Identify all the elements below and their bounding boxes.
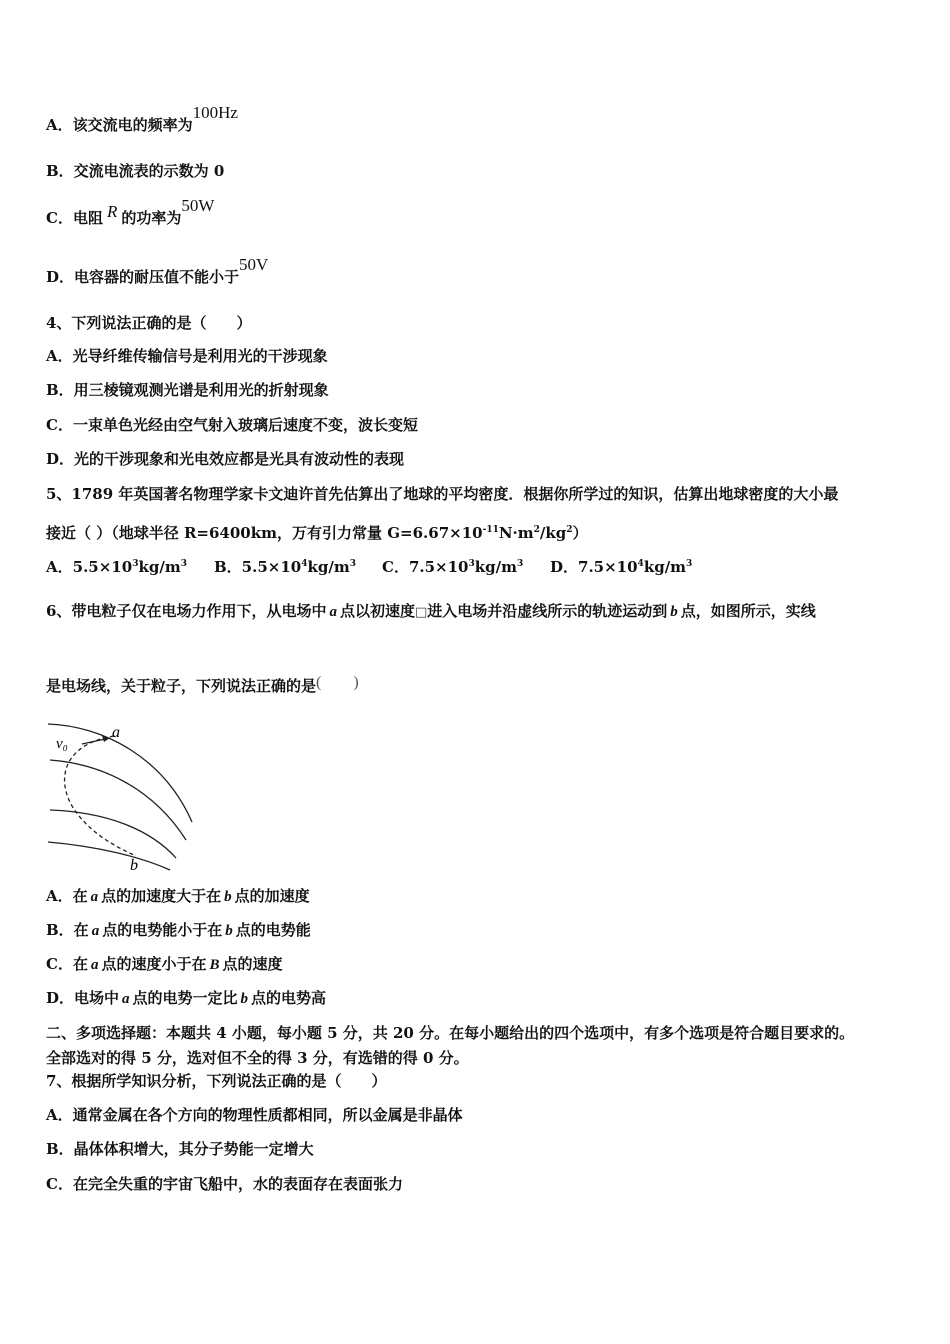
- label-a: a: [112, 724, 120, 741]
- q6-d-v2: b: [240, 991, 249, 1007]
- q6-stem-a: 6、带电粒子仅在电场力作用下，从电场中: [46, 602, 327, 620]
- q4-stem: 4、下列说法正确的是（ ）: [46, 314, 252, 332]
- q6-b-v1: a: [91, 923, 100, 939]
- q6-option-d: [46, 988, 326, 1009]
- q6-stem-line2: [46, 676, 359, 697]
- q5-exp-g: -11: [482, 525, 499, 535]
- particle-trajectory: [65, 736, 136, 856]
- q6-d-v1: a: [122, 991, 130, 1007]
- q4-option-d: D．光的干涉现象和光电效应都是光具有波动性的表现: [46, 450, 405, 468]
- field-line-4: [48, 842, 170, 870]
- q6-b-p1: B．在: [46, 921, 89, 939]
- section2-header-line2: 全部选对的得 5 分，选对但不全的得 3 分，有选错的得 0 分。: [46, 1049, 469, 1067]
- q6-answer-paren: ( ): [316, 674, 359, 691]
- q6-a-p3: 点的加速度: [234, 887, 310, 905]
- q6-b-p2: 点的电势能小于在: [102, 921, 223, 939]
- q6-point-a: a: [329, 604, 337, 620]
- initial-velocity-glyph: □: [414, 605, 428, 620]
- q6-point-b: b: [670, 604, 678, 620]
- q6-option-a: [46, 886, 310, 907]
- q6-stem-c: 进入电场并沿虚线所示的轨迹运动到: [427, 602, 668, 620]
- q6-c-p1: C．在: [46, 955, 88, 973]
- q5-option-b-unit-exp: 3: [349, 559, 356, 569]
- resistor-symbol: R: [106, 202, 118, 221]
- q5-exp-m: 2: [533, 525, 540, 535]
- q6-d-p1: D．电场中: [46, 989, 120, 1007]
- label-v0: v₀: [56, 736, 68, 752]
- q5-option-c-base: C．7.5×10: [382, 558, 469, 576]
- q5-option-c: [382, 554, 550, 577]
- q3-option-d: [46, 255, 269, 287]
- q5-stem-text-a: 接近（ ）（地球半径 R=6400km，万有引力常量 G=6.67×10: [46, 524, 483, 542]
- q6-c-p2: 点的速度小于在: [101, 955, 207, 973]
- q5-option-a: [46, 554, 214, 577]
- q6-option-b: [46, 920, 311, 941]
- q7-option-b: B．晶体体积增大，其分子势能一定增大: [46, 1140, 314, 1158]
- q5-option-a-unit: kg/m: [138, 558, 181, 576]
- q6-a-v2: b: [224, 889, 232, 905]
- field-line-3: [50, 810, 176, 858]
- q4-option-c: C．一束单色光经由空气射入玻璃后速度不变，波长变短: [46, 416, 418, 434]
- q6-stem-b: 点以初速度: [339, 602, 415, 620]
- q3-option-a-text: A．该交流电的频率为: [46, 116, 193, 134]
- q6-stem2-text: 是电场线，关于粒子，下列说法正确的是: [46, 677, 317, 695]
- q6-c-v2: B: [209, 957, 220, 973]
- q5-option-b: [214, 554, 382, 577]
- q5-stem-line1: 5、1789 年英国著名物理学家卡文迪许首先估算出了地球的平均密度．根据你所学过的知识，估算出地球密度的大小最: [46, 485, 839, 503]
- q4-option-b: B．用三棱镜观测光谱是利用光的折射现象: [46, 381, 329, 399]
- q6-d-p2: 点的电势一定比: [132, 989, 238, 1007]
- q5-option-b-exp: 4: [301, 559, 308, 569]
- q6-stem-d: 点，如图所示，实线: [680, 602, 816, 620]
- q5-option-d-unit: kg/m: [643, 558, 687, 576]
- q6-a-v1: a: [90, 889, 99, 905]
- q5-stem-text-d: ）: [572, 524, 588, 542]
- q6-stem-line1: [46, 601, 816, 623]
- q3-option-c-text-before: C．电阻: [46, 209, 103, 227]
- q5-option-c-exp: 3: [468, 559, 475, 569]
- q6-a-p2: 点的加速度大于在: [101, 887, 222, 905]
- q6-b-p3: 点的电势能: [235, 921, 311, 939]
- q5-option-a-base: A．5.5×10: [46, 558, 133, 576]
- q3-option-c-value: 50W: [181, 196, 215, 215]
- q5-option-d: [550, 554, 718, 577]
- q6-c-v1: a: [90, 957, 99, 973]
- q7-option-c: C．在完全失重的宇宙飞船中，水的表面存在表面张力: [46, 1175, 403, 1193]
- q7-option-a: A．通常金属在各个方向的物理性质都相同，所以金属是非晶体: [46, 1106, 463, 1124]
- q4-option-a: A．光导纤维传输信号是利用光的干涉现象: [46, 347, 328, 365]
- q5-option-b-base: B．5.5×10: [214, 558, 302, 576]
- q5-option-c-unit: kg/m: [474, 558, 517, 576]
- q5-options: [46, 554, 718, 577]
- q5-option-a-exp: 3: [132, 559, 139, 569]
- q5-option-d-exp: 4: [637, 559, 644, 569]
- q3-option-d-value: 50V: [239, 255, 269, 274]
- q6-option-c: [46, 954, 283, 975]
- q6-a-p1: A．在: [46, 887, 88, 905]
- q5-stem-line2: [46, 520, 588, 543]
- q5-option-c-unit-exp: 3: [516, 559, 524, 569]
- q3-option-c-text-after: 的功率为: [121, 209, 182, 227]
- section2-header-line1: 二、多项选择题：本题共 4 小题，每小题 5 分，共 20 分。在每小题给出的四个选项中，有多个选项是符合题目要求的。: [46, 1024, 855, 1042]
- q7-stem: 7、根据所学知识分析，下列说法正确的是（ ）: [46, 1072, 387, 1090]
- label-b: b: [130, 857, 138, 874]
- q5-option-d-base: D．7.5×10: [550, 558, 638, 576]
- q5-stem-text-c: /kg: [539, 524, 567, 542]
- field-line-1: [48, 724, 192, 822]
- q3-option-a: [46, 103, 238, 135]
- q3-option-b-text: B．交流电流表的示数为 0: [46, 162, 225, 180]
- q3-option-b: [46, 161, 224, 181]
- q3-option-c: [46, 196, 215, 228]
- q5-option-b-unit: kg/m: [307, 558, 350, 576]
- electric-field-figure: [44, 718, 204, 878]
- field-line-2: [50, 760, 186, 840]
- q5-stem-text-b: N·m: [498, 524, 534, 542]
- q3-option-d-text: D．电容器的耐压值不能小于: [46, 268, 240, 286]
- q3-option-a-value: 100Hz: [192, 103, 238, 122]
- q6-d-p3: 点的电势高: [251, 989, 327, 1007]
- q5-exp-kg: 2: [566, 525, 573, 535]
- q5-option-a-unit-exp: 3: [180, 559, 187, 569]
- q6-b-v2: b: [225, 923, 233, 939]
- q6-c-p3: 点的速度: [222, 955, 283, 973]
- q5-option-d-unit-exp: 3: [686, 559, 693, 569]
